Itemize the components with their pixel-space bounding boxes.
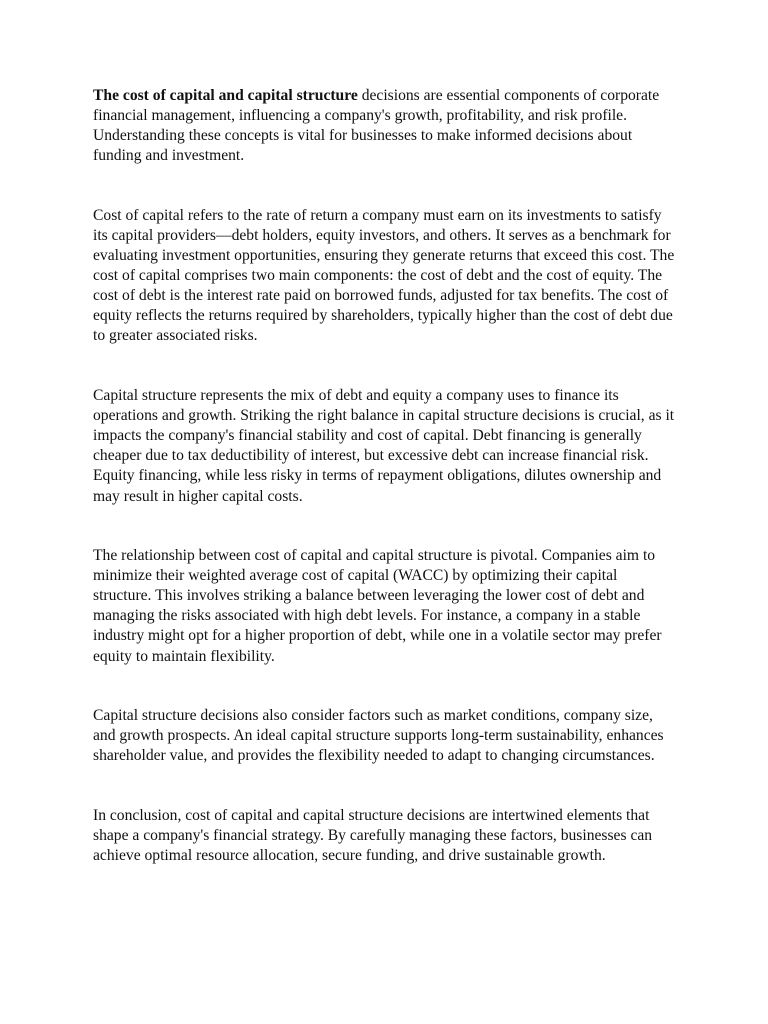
paragraph-factors: Capital structure decisions also consider factors such as market conditions, company size, and growth prospects. An ideal capital structure supports long-term sustainability, enhances shareholder value, and provides the flexibility needed to adapt to changing circumstances. xyxy=(93,707,664,765)
paragraph-capital-structure: Capital structure represents the mix of debt and equity a company uses to finance its operations and growth. Striking the right balance in capital structure decisions is crucial, as it impacts the company's financial stability and cost of capital. Debt financing is generally cheaper due to tax deductibility of interest, but excessive debt can increase financial risk. Equity financing, while less risky in terms of repayment obligations, dilutes ownership and may result in higher capital costs. xyxy=(93,387,675,505)
paragraph-relationship: The relationship between cost of capital and capital structure is pivotal. Companies aim to minimize their weighted average cost of capital (WACC) by optimizing their capital structure. This involves striking a balance between leveraging the lower cost of debt and managing the risks associated with high debt levels. For instance, a company in a stable industry might opt for a higher proportion of debt, while one in a volatile sector may prefer equity to maintain flexibility. xyxy=(93,547,662,665)
paragraph-conclusion: In conclusion, cost of capital and capital structure decisions are intertwined elements that shape a company's financial strategy. By carefully managing these factors, businesses can achieve optimal resource allocation, secure funding, and drive sustainable growth. xyxy=(93,806,653,865)
document-body xyxy=(93,86,677,906)
intro-paragraph xyxy=(93,86,677,166)
intro-lead-bold: The cost of capital and capital structure xyxy=(93,87,358,104)
paragraph-cost-of-capital: Cost of capital refers to the rate of return a company must earn on its investments to satisfy its capital providers—debt holders, equity investors, and others. It serves as a benchmark for evaluating investment opportunities, ensuring they generate returns that exceed this cost. The cost of capital comprises two main components: the cost of debt and the cost of equity. The cost of debt is the interest rate paid on borrowed funds, adjusted for tax benefits. The cost of equity reflects the returns required by shareholders, typically higher than the cost of debt due to greater associated risks. xyxy=(93,206,675,345)
intro-text: decisions are essential components of corporate financial management, influencing a company's growth, profitability, and risk profile. Understanding these concepts is vital for businesses to make informed decisions about funding and investment. xyxy=(93,87,660,165)
